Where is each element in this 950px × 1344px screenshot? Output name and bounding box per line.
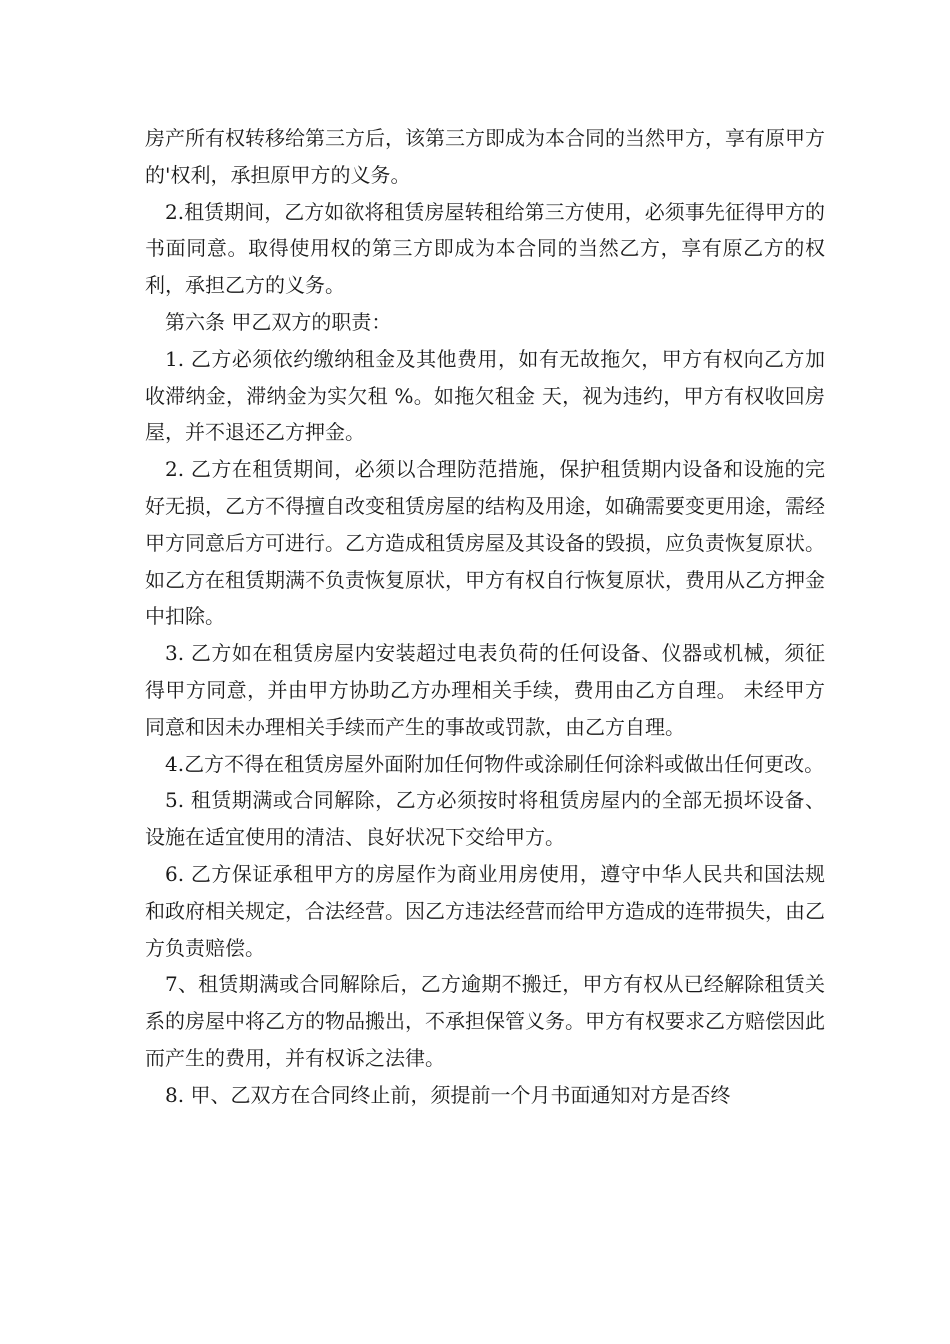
paragraph-sublease: 2.租赁期间，乙方如欲将租赁房屋转租给第三方使用，必须事先征得甲方的书面同意。取得使用权的第三方即成为本合同的当然乙方，享有原乙方的权利，承担乙方的义务。 xyxy=(145,199,825,298)
paragraph-clause-3: 3. 乙方如在租赁房屋内安装超过电表负荷的任何设备、仪器或机械，须征得甲方同意，并由甲方协助乙方办理相关手续，费用由乙方自理。 未经甲方同意和因未办理相关手续而产生的事故或罚款，由乙方自理。 xyxy=(145,641,825,739)
paragraph-clause-5: 5. 租赁期满或合同解除，乙方必须按时将租赁房屋内的全部无损坏设备、设施在适宜使用的清洁、良好状况下交给甲方。 xyxy=(145,788,825,850)
paragraph-clause-7: 7、租赁期满或合同解除后，乙方逾期不搬迁，甲方有权从已经解除租赁关系的房屋中将乙方的物品搬出，不承担保管义务。甲方有权要求乙方赔偿因此而产生的费用，并有权诉之法律。 xyxy=(145,972,825,1070)
paragraph-clause-4: 4.乙方不得在租赁房屋外面附加任何物件或涂刷任何涂料或做出任何更改。 xyxy=(165,751,825,776)
paragraph-clause-8: 8. 甲、乙双方在合同终止前，须提前一个月书面通知对方是否终 xyxy=(165,1082,731,1107)
paragraph-ownership-transfer: 房产所有权转移给第三方后，该第三方即成为本合同的当然甲方，享有原甲方的'权利，承担原甲方的义务。 xyxy=(145,126,825,187)
document-body xyxy=(145,120,825,1114)
paragraph-clause-2: 2. 乙方在租赁期间，必须以合理防范措施，保护租赁期内设备和设施的完好无损，乙方不得擅自改变租赁房屋的结构及用途，如确需要变更用途，需经甲方同意后方可进行。乙方造成租赁房屋及其设备的毁损，应负责恢复原状。如乙方在租赁期满不负责恢复原状，甲方有权自行恢复原状，费用从乙方押金中扣除。 xyxy=(145,457,825,629)
paragraph-clause-1: 1. 乙方必须依约缴纳租金及其他费用，如有无故拖欠，甲方有权向乙方加收滞纳金，滞纳金为实欠租 %。如拖欠租金 天，视为违约，甲方有权收回房屋，并不退还乙方押金。 xyxy=(145,346,825,445)
section-heading-article-6: 第六条 甲乙双方的职责： xyxy=(165,309,392,334)
paragraph-clause-6: 6. 乙方保证承租甲方的房屋作为商业用房使用，遵守中华人民共和国法规和政府相关规定，合法经营。因乙方违法经营而给甲方造成的连带损失，由乙方负责赔偿。 xyxy=(145,861,825,960)
